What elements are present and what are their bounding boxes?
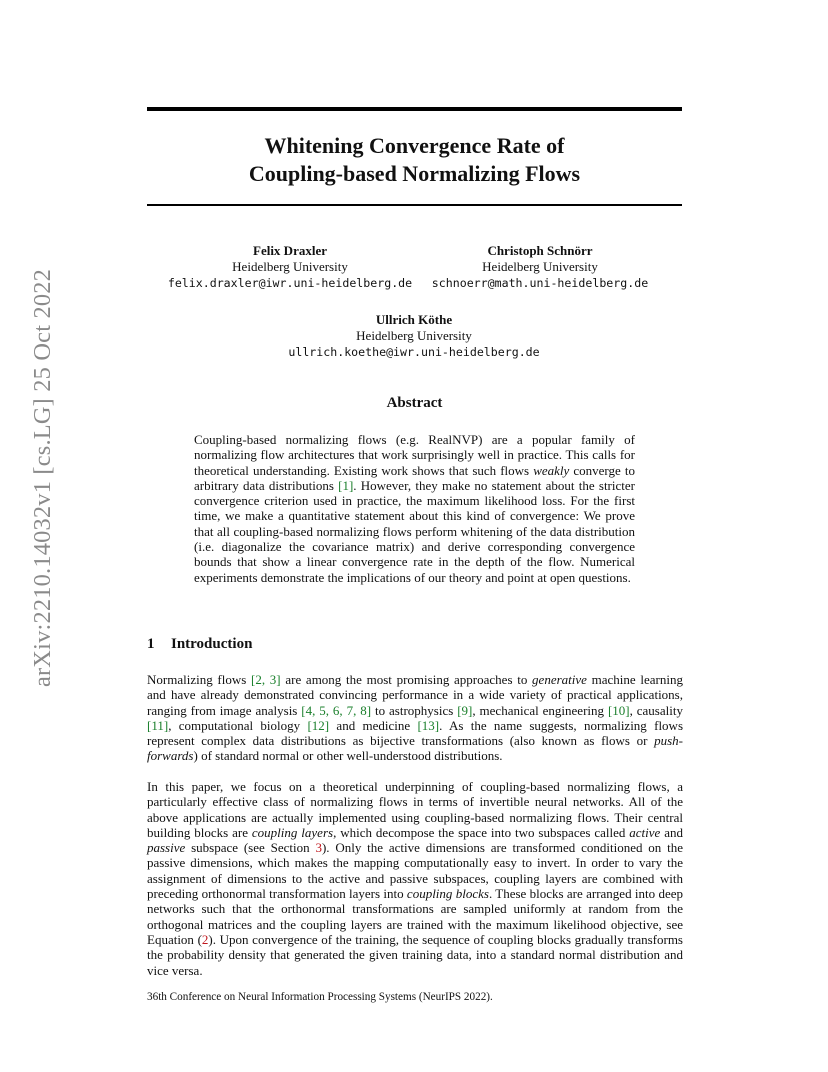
author-affiliation: Heidelberg University — [356, 328, 472, 343]
abstract-text-run: Coupling-based normalizing flows (e.g. RealNVP) are a popular family of normalizing flow architectures that work surprisingly well in practice. This calls for theoretical understanding. Existing work shows that such flows — [194, 432, 635, 478]
author-email[interactable]: ullrich.koethe@iwr.uni-heidelberg.de — [288, 345, 540, 359]
emphasis: coupling layers — [251, 824, 334, 840]
author-name: Felix Draxler — [253, 243, 327, 258]
emphasis: push-forwards — [147, 733, 683, 764]
abstract-emphasis: weakly — [533, 462, 570, 478]
arxiv-stamp: arXiv:2210.14032v1 [cs.LG] 25 Oct 2022 — [29, 268, 56, 688]
author-affiliation: Heidelberg University — [482, 259, 598, 274]
paper-title — [147, 132, 682, 188]
abstract-heading: Abstract — [386, 395, 443, 411]
author-name: Christoph Schnörr — [487, 243, 593, 258]
citation-link[interactable]: [13] — [417, 717, 440, 733]
title-line-1: Whitening Convergence Rate of — [264, 133, 565, 158]
abstract-text-run: converge to arbitrary data distributions — [194, 462, 635, 493]
emphasis: active — [629, 824, 661, 840]
author-block — [284, 312, 544, 360]
author-name: Ullrich Köthe — [375, 312, 453, 327]
title-line-2: Coupling-based Normalizing Flows — [248, 161, 581, 186]
citation-link[interactable]: [12] — [307, 717, 330, 733]
abstract-text-run: . However, they make no statement about the stricter convergence criterion used in practice, the maximum likelihood loss. For the first time, we make a quantitative statement about this kind of convergence: We prove that all coupling-based normalizing flows perform whitening of the data distribution (i.e. diagonalize the covariance matrix) and derive corresponding convergence bounds that show a linear convergence rate in the depth of the flow. Numerical experiments demonstrate the implications of our theory and point at open questions. — [194, 477, 635, 585]
citation-link[interactable]: [9] — [457, 702, 473, 718]
author-block — [414, 243, 666, 291]
section-heading — [147, 636, 252, 653]
author-email[interactable]: felix.draxler@iwr.uni-heidelberg.de — [167, 276, 413, 290]
emphasis: coupling blocks — [406, 886, 489, 902]
footer-note: 36th Conference on Neural Information Processing Systems (NeurIPS 2022). — [147, 991, 493, 1003]
author-block — [162, 243, 418, 291]
citation-link[interactable]: [11] — [147, 717, 169, 733]
section-number: 1 — [147, 636, 155, 652]
section-title: Introduction — [171, 636, 253, 652]
citation-link[interactable]: [2, 3] — [251, 672, 281, 687]
paragraph-1: Normalizing flows [2, 3] are among the most promising approaches to generative machine learning and have already demonstrated convincing performance in a wide variety of practical applications, ranging from image analysis [4, 5, 6, 7, 8] to astrophysics [9], mechanical engineering [10], causality [11], computational biology [12] and medicine [13]. As the name suggests, normalizing flows represent complex data distributions as bijective transformations (also known as flows or push-forwards) of standard normal or other well-understood distributions. — [147, 672, 684, 764]
equation-reference-link[interactable]: 2 — [201, 931, 209, 947]
emphasis: generative — [532, 672, 587, 687]
author-affiliation: Heidelberg University — [232, 259, 348, 274]
section-reference-link[interactable]: 3 — [315, 840, 322, 856]
citation-link[interactable]: [1] — [338, 477, 354, 493]
citation-link[interactable]: [10] — [607, 702, 630, 718]
title-bottom-rule — [147, 204, 682, 206]
abstract-text — [194, 432, 635, 585]
author-email[interactable]: schnoerr@math.uni-heidelberg.de — [431, 276, 649, 290]
citation-link[interactable]: [4, 5, 6, 7, 8] — [301, 702, 372, 718]
emphasis: passive — [147, 840, 186, 856]
title-top-rule — [147, 107, 682, 111]
paragraph-2: In this paper, we focus on a theoretical underpinning of coupling-based normalizing flows, a particularly effective class of normalizing flows in terms of invertible neural networks. All of the above applications are actually implemented using coupling-based normalizing flows. Their central building blocks are coupling layers, which decompose the space into two subspaces called active and passive subspace (see Section 3). Only the active dimensions are transformed conditioned on the passive dimensions, which makes the mapping computationally easy to invert. In order to vary the assignment of dimensions to the active and passive subspaces, coupling layers are combined with preceding orthonormal transformation layers into coupling blocks. These blocks are arranged into deep networks such that the orthonormal transformations are sampled uniformly at random from the orthogonal matrices and the coupling layers are trained with the maximum likelihood objective, see Equation (2). Upon convergence of the training, the sequence of coupling blocks gradually transforms the probability density that generated the given training data, into a standard normal distribution and vice versa. — [147, 779, 684, 978]
